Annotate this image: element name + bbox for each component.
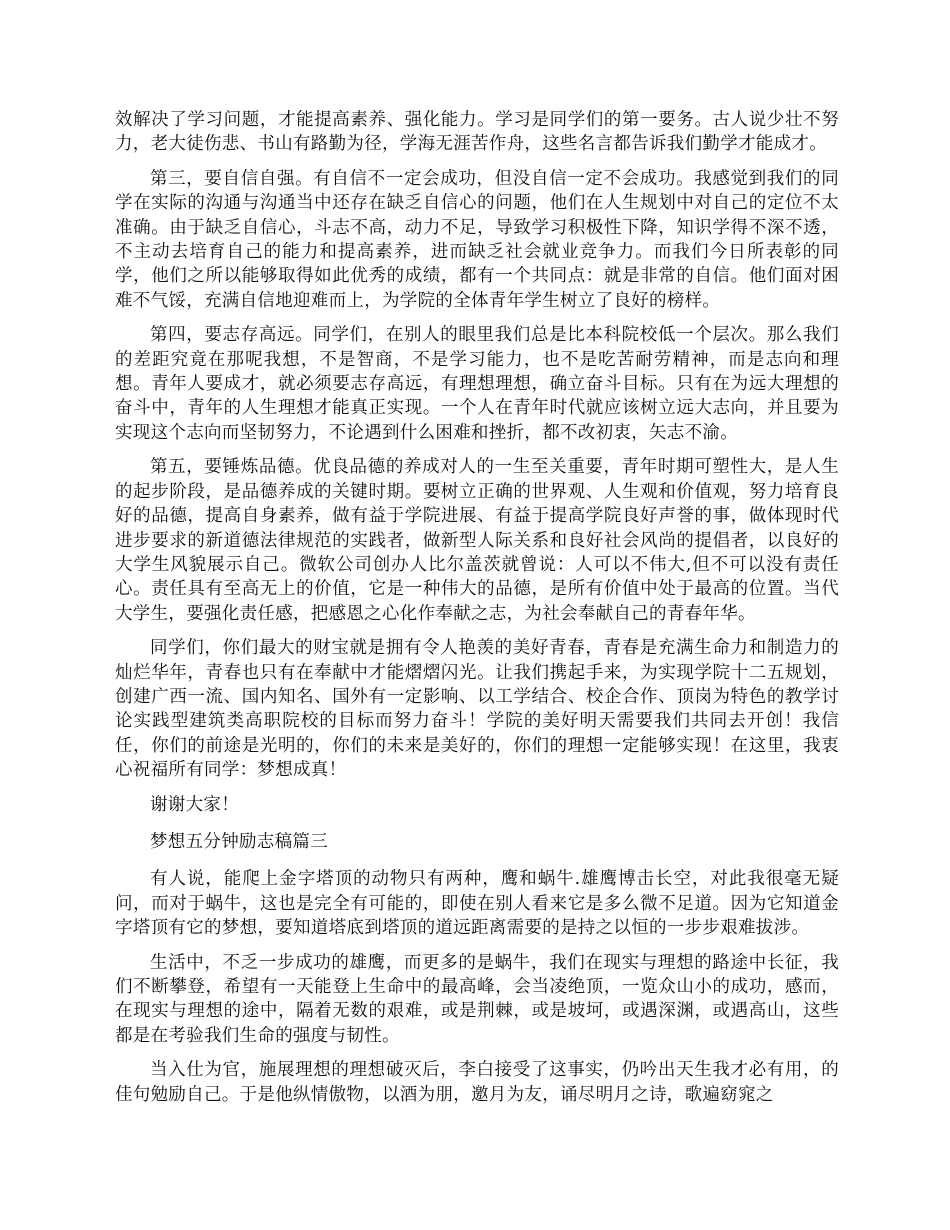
document-page (115, 108, 839, 1117)
paragraph-study: 效解决了学习问题，才能提高素养、强化能力。学习是同学们的第一要务。古人说少壮不努力，老大徒伤悲、书山有路勤为径，学海无涯苦作舟，这些名言都告诉我们勤学才能成才。 (115, 110, 839, 155)
paragraph-li-bai: 当入仕为官，施展理想的理想破灭后，李白接受了这事实，仍吟出天生我才必有用，的佳句勉励自己。于是他纵情傲物，以酒为朋，邀月为友，诵尽明月之诗，歌遍窈窕之 (115, 1060, 839, 1105)
paragraph-life: 生活中，不乏一步成功的雄鹰，而更多的是蜗牛，我们在现实与理想的路途中长征，我们不断攀登，希望有一天能登上生命中的最高峰，会当凌绝顶，一览众山小的成功，感而，在现实与理想的途中，隔着无数的艰难，或是荆棘，或是坡坷，或遇深渊，或遇高山，这些都是在考验我们生命的强度与韧性。 (115, 952, 839, 1046)
paragraph-classmates: 同学们，你们最大的财宝就是拥有令人艳羡的美好青春，青春是充满生命力和制造力的灿烂华年，青春也只有在奉献中才能熠熠闪光。让我们携起手来，为实现学院十二五规划，创建广西一流、国内知名、国外有一定影响、以工学结合、校企合作、顶岗为特色的教学讨论实践型建筑类高职院校的目标而努力奋斗！学院的美好明天需要我们共同去开创！我信任，你们的前途是光明的，你们的未来是美好的，你们的理想一定能够实现！在这里，我衷心祝福所有同学：梦想成真！ (115, 638, 839, 781)
paragraph-fourth-ambition: 第四，要志存高远。同学们，在别人的眼里我们总是比本科院校低一个层次。那么我们的差距究竟在那呢我想，不是智商，不是学习能力，也不是吃苦耐劳精神，而是志向和理想。青年人要成才，就必须要志存高远，有理想理想，确立奋斗目标。只有在为远大理想的奋斗中，青年的人生理想才能真正实现。一个人在青年时代就应该树立远大志向，并且要为实现这个志向而坚韧努力，不论遇到什么困难和挫折，都不改初衷，矢志不渝。 (115, 325, 839, 443)
paragraph-third-confidence: 第三，要自信自强。有自信不一定会成功，但没自信一定不会成功。我感觉到我们的同学在实际的沟通与沟通当中还存在缺乏自信心的问题，他们在人生规划中对自己的定位不太准确。由于缺乏自信心，斗志不高，动力不足，导致学习积极性下降，知识学得不深不透，不主动去培育自己的能力和提高素养，进而缺乏社会就业竞争力。而我们今日所表彰的同学，他们之所以能够取得如此优秀的成绩，都有一个共同点：就是非常的自信。他们面对困难不气馁，充满自信地迎难而上，为学院的全体青年学生树立了良好的榜样。 (115, 168, 839, 311)
paragraph-thanks: 谢谢大家！ (150, 794, 239, 815)
paragraph-fifth-morality: 第五，要锤炼品德。优良品德的养成对人的一生至关重要，青年时期可塑性大，是人生的起步阶段，是品德养成的关键时期。要树立正确的世界观、人生观和价值观，努力培育良好的品德，提高自身素养，做有益于学院进展、有益于提高学院良好声誉的事，做体现时代进步要求的新道德法律规范的实践者，做新型人际关系和良好社会风尚的提倡者，以良好的大学生风貌展示自己。微软公司创办人比尔盖茨就曾说：人可以不伟大,但不可以没有责任心。责任具有至高无上的价值，它是一种伟大的品德，是所有价值中处于最高的位置。当代大学生，要强化责任感，把感恩之心化作奉献之志，为社会奉献自己的青春年华。 (115, 457, 839, 624)
paragraph-eagle-snail: 有人说，能爬上金字塔顶的动物只有两种，鹰和蜗牛.雄鹰博击长空，对此我很毫无疑问，而对于蜗牛，这也是完全有可能的，即使在别人看来它是多么微不足道。因为它知道金字塔顶有它的梦想，要知道塔底到塔顶的道远距离需要的是持之以恒的一步步艰难拔涉。 (115, 869, 839, 939)
section-heading: 梦想五分钟励志稿篇三 (150, 831, 328, 852)
